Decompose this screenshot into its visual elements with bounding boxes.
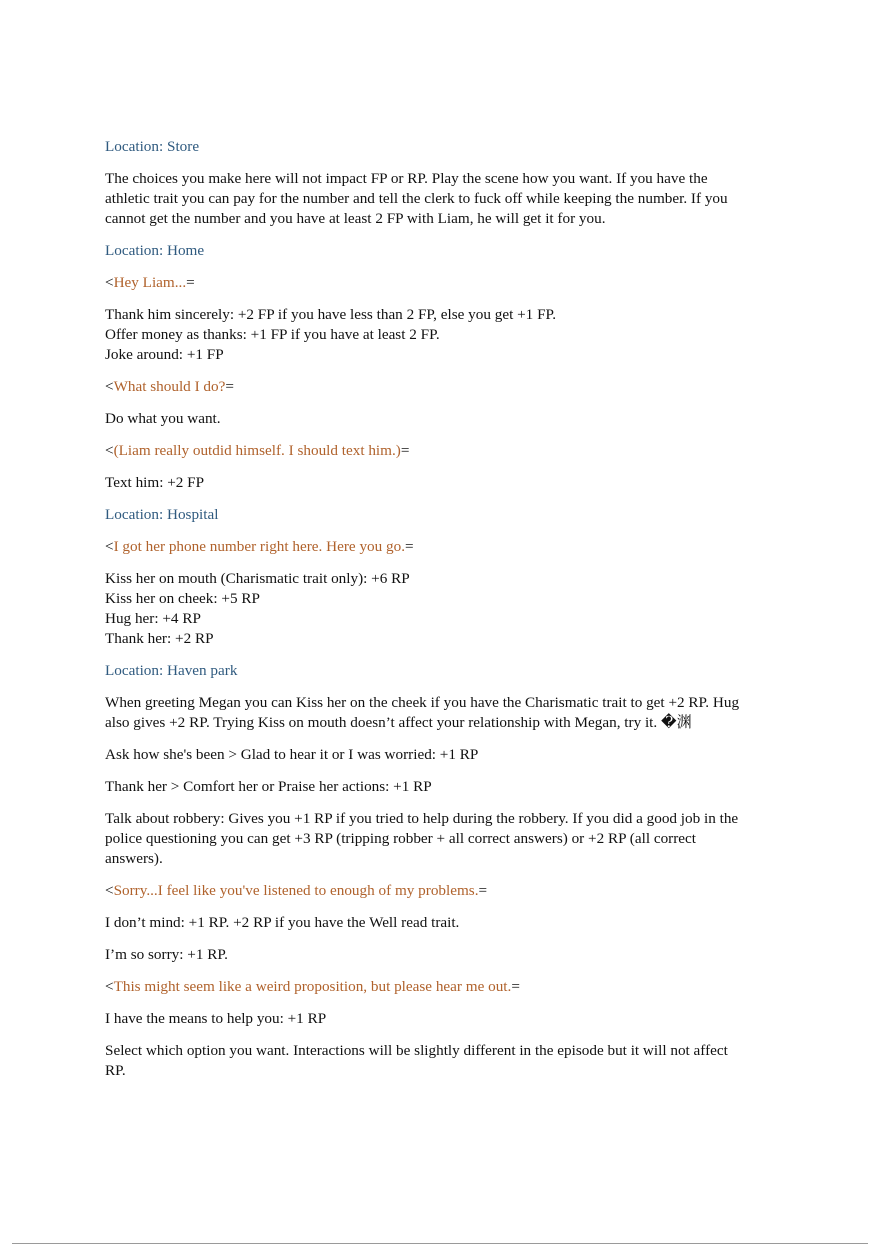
haven-robbery-paragraph: Talk about robbery: Gives you +1 RP if you tried to help during the robbery. If you did a good job in the police questioning you can get +3 RP (tripping robber + all correct answers) or +2 RP (all correct answers). (105, 810, 739, 867)
dialogue-liam-outdid (105, 441, 745, 461)
dialogue-quote: I got her phone number right here. Here you go. (113, 538, 406, 555)
closing-paragraph: Select which option you want. Interactions will be slightly different in the episode but it will not affect RP. (105, 1042, 728, 1079)
location-heading-hospital: Location: Hospital (105, 506, 219, 523)
dialogue-quote: This might seem like a weird proposition, but please hear me out. (113, 978, 512, 995)
option-line: Offer money as thanks: +1 FP if you have at least 2 FP. (105, 326, 440, 343)
location-heading-haven-park: Location: Haven park (105, 662, 238, 679)
option-line: Thank her: +2 RP (105, 630, 214, 647)
answer-line: Do what you want. (105, 410, 221, 427)
dialogue-quote: Hey Liam... (113, 274, 187, 291)
option-line: Hug her: +4 RP (105, 610, 201, 627)
location-heading-home: Location: Home (105, 242, 205, 259)
option-line: Kiss her on cheek: +5 RP (105, 590, 260, 607)
dialogue-what-should-i-do (105, 377, 745, 397)
dialogue-hey-liam (105, 273, 745, 293)
option-line: Kiss her on mouth (Charismatic trait only): +6 RP (105, 570, 410, 587)
location-heading-store: Location: Store (105, 138, 200, 155)
dialogue-sorry (105, 881, 745, 901)
dialogue-close-mark: = (511, 978, 520, 995)
dialogue-open-mark: < (105, 274, 114, 291)
dialogue-open-mark: < (105, 442, 114, 459)
answer-line: Text him: +2 FP (105, 474, 205, 491)
haven-thank-paragraph: Thank her > Comfort her or Praise her actions: +1 RP (105, 778, 432, 795)
answer-line: I’m so sorry: +1 RP. (105, 946, 228, 963)
dialogue-weird-proposition (105, 977, 745, 997)
haven-ask-paragraph: Ask how she's been > Glad to hear it or I was worried: +1 RP (105, 746, 479, 763)
option-list-hospital (105, 569, 745, 649)
option-list-hey-liam (105, 305, 745, 365)
dialogue-close-mark: = (400, 442, 410, 459)
dialogue-close-mark: = (225, 378, 234, 395)
dialogue-quote: Sorry...I feel like you've listened to enough of my problems. (113, 882, 479, 899)
dialogue-quote: What should I do? (113, 378, 226, 395)
dialogue-open-mark: < (105, 378, 114, 395)
option-line: Thank him sincerely: +2 FP if you have less than 2 FP, else you get +1 FP. (105, 306, 557, 323)
dialogue-open-mark: < (105, 882, 114, 899)
option-line: Joke around: +1 FP (105, 346, 224, 363)
answer-line: I don’t mind: +1 RP. +2 RP if you have the Well read trait. (105, 914, 460, 931)
footer-divider (12, 1243, 868, 1244)
dialogue-close-mark: = (405, 538, 414, 555)
dialogue-close-mark: = (478, 882, 488, 899)
dialogue-open-mark: < (105, 538, 114, 555)
haven-greeting-paragraph: When greeting Megan you can Kiss her on the cheek if you have the Charismatic trait to get +2 RP. Hug also gives +2 RP. Trying Kiss on mouth doesn’t affect your relationship with Megan, try it. �渊 (105, 694, 740, 731)
store-paragraph: The choices you make here will not impact FP or RP. Play the scene how you want. If you have the athletic trait you can pay for the number and tell the clerk to fuck off while keeping the number. If you cannot get the number and you have at least 2 FP with Liam, he will get it for you. (105, 170, 728, 227)
dialogue-quote: (Liam really outdid himself. I should text him.) (113, 442, 401, 459)
dialogue-phone-number (105, 537, 745, 557)
dialogue-open-mark: < (105, 978, 114, 995)
dialogue-close-mark: = (186, 274, 195, 291)
answer-line: I have the means to help you: +1 RP (105, 1010, 327, 1027)
document-page (105, 137, 745, 1093)
